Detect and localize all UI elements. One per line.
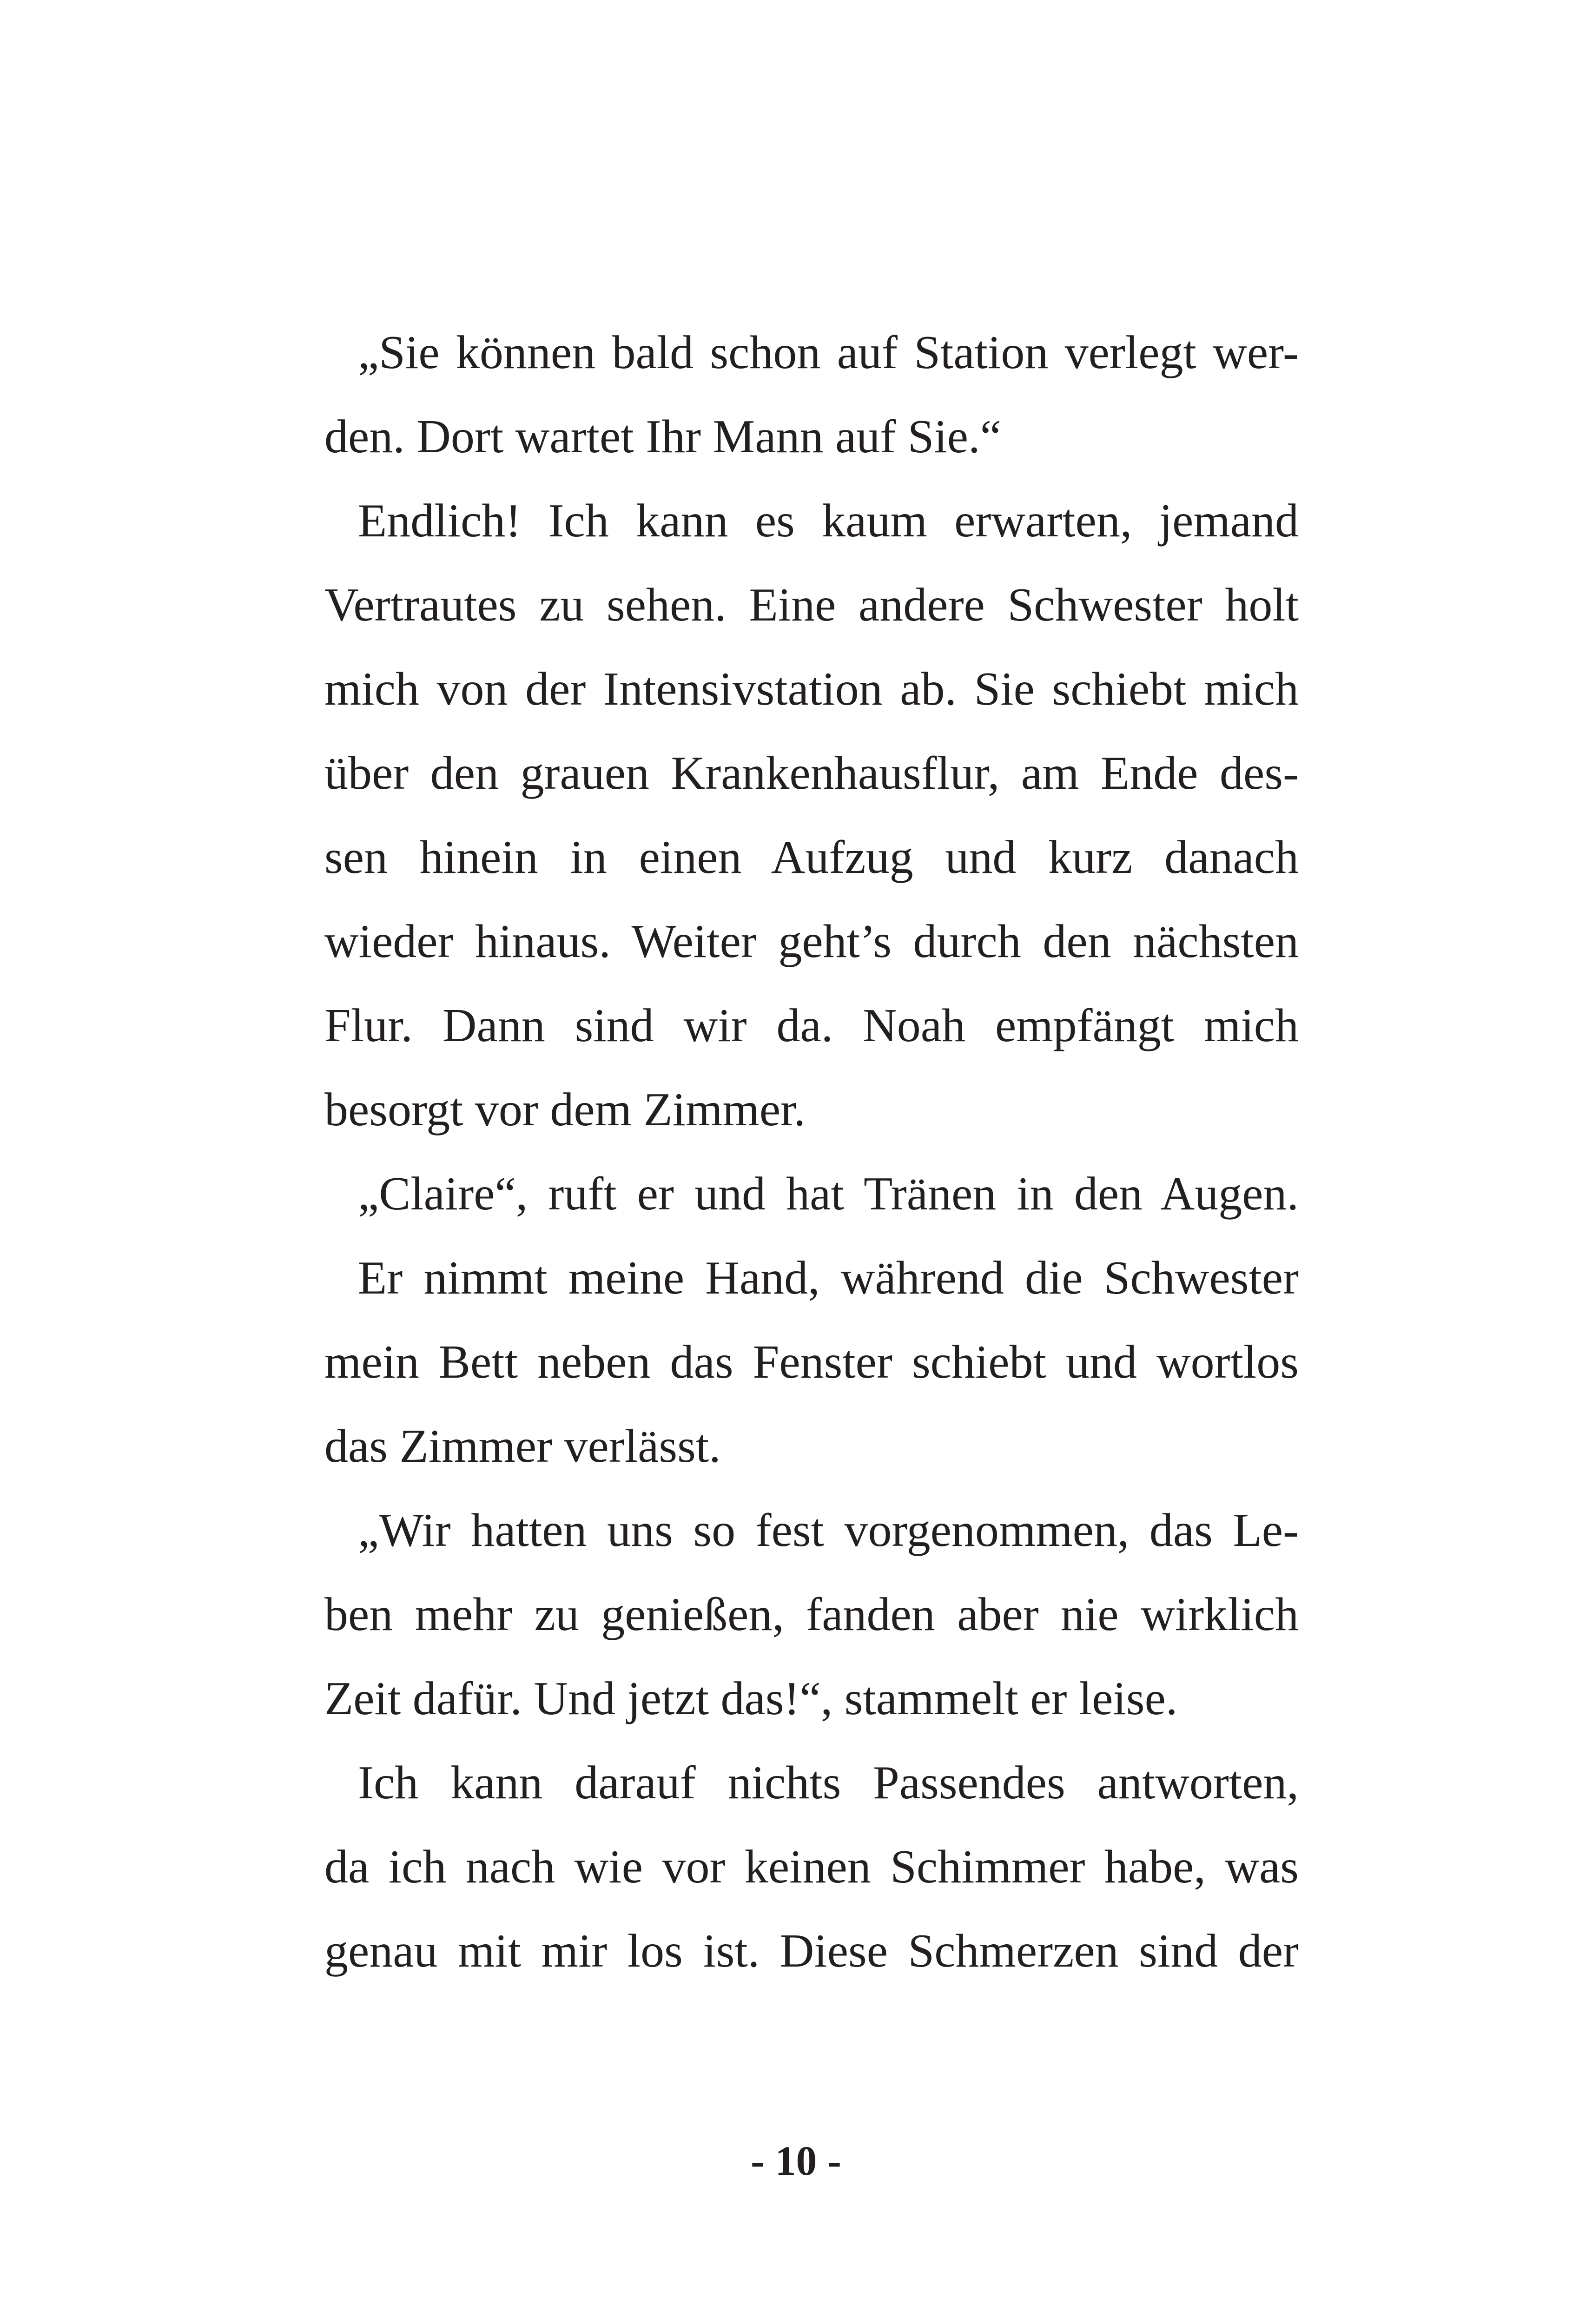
text-line: wieder hinaus. Weiter geht’s durch den nächsten (324, 915, 1299, 968)
text-line: „Claire“, ruft er und hat Tränen in den Augen. (358, 1168, 1299, 1220)
text-line: Endlich! Ich kann es kaum erwarten, jemand (358, 495, 1299, 547)
text-line: Zeit dafür. Und jetzt das!“, stammelt er leise. (324, 1672, 1178, 1725)
text-line: sen hinein in einen Aufzug und kurz danach (324, 831, 1299, 884)
text-line: mich von der Intensivstation ab. Sie schiebt mich (324, 663, 1299, 715)
text-line: das Zimmer verlässt. (324, 1420, 721, 1472)
text-line: besorgt vor dem Zimmer. (324, 1083, 806, 1136)
page-number: - 10 - (751, 2138, 841, 2184)
text-line: „Wir hatten uns so fest vorgenommen, das Le- (358, 1504, 1299, 1557)
text-line: Er nimmt meine Hand, während die Schwester (358, 1252, 1299, 1304)
text-line: ben mehr zu genießen, fanden aber nie wirklich (324, 1588, 1299, 1641)
text-line: Flur. Dann sind wir da. Noah empfängt mich (324, 999, 1299, 1052)
text-line: Ich kann darauf nichts Passendes antworten, (358, 1756, 1299, 1809)
text-line: den. Dort wartet Ihr Mann auf Sie.“ (324, 410, 1001, 463)
text-line: genau mit mir los ist. Diese Schmerzen sind der (324, 1925, 1299, 1977)
text-line: da ich nach wie vor keinen Schimmer habe, was (324, 1841, 1299, 1893)
text-line: „Sie können bald schon auf Station verlegt wer- (358, 326, 1299, 379)
text-line: Vertrautes zu sehen. Eine andere Schwester holt (324, 579, 1299, 631)
body-text (324, 310, 1299, 1993)
text-line: über den grauen Krankenhausflur, am Ende des- (324, 747, 1299, 799)
text-line: mein Bett neben das Fenster schiebt und wortlos (324, 1336, 1299, 1388)
